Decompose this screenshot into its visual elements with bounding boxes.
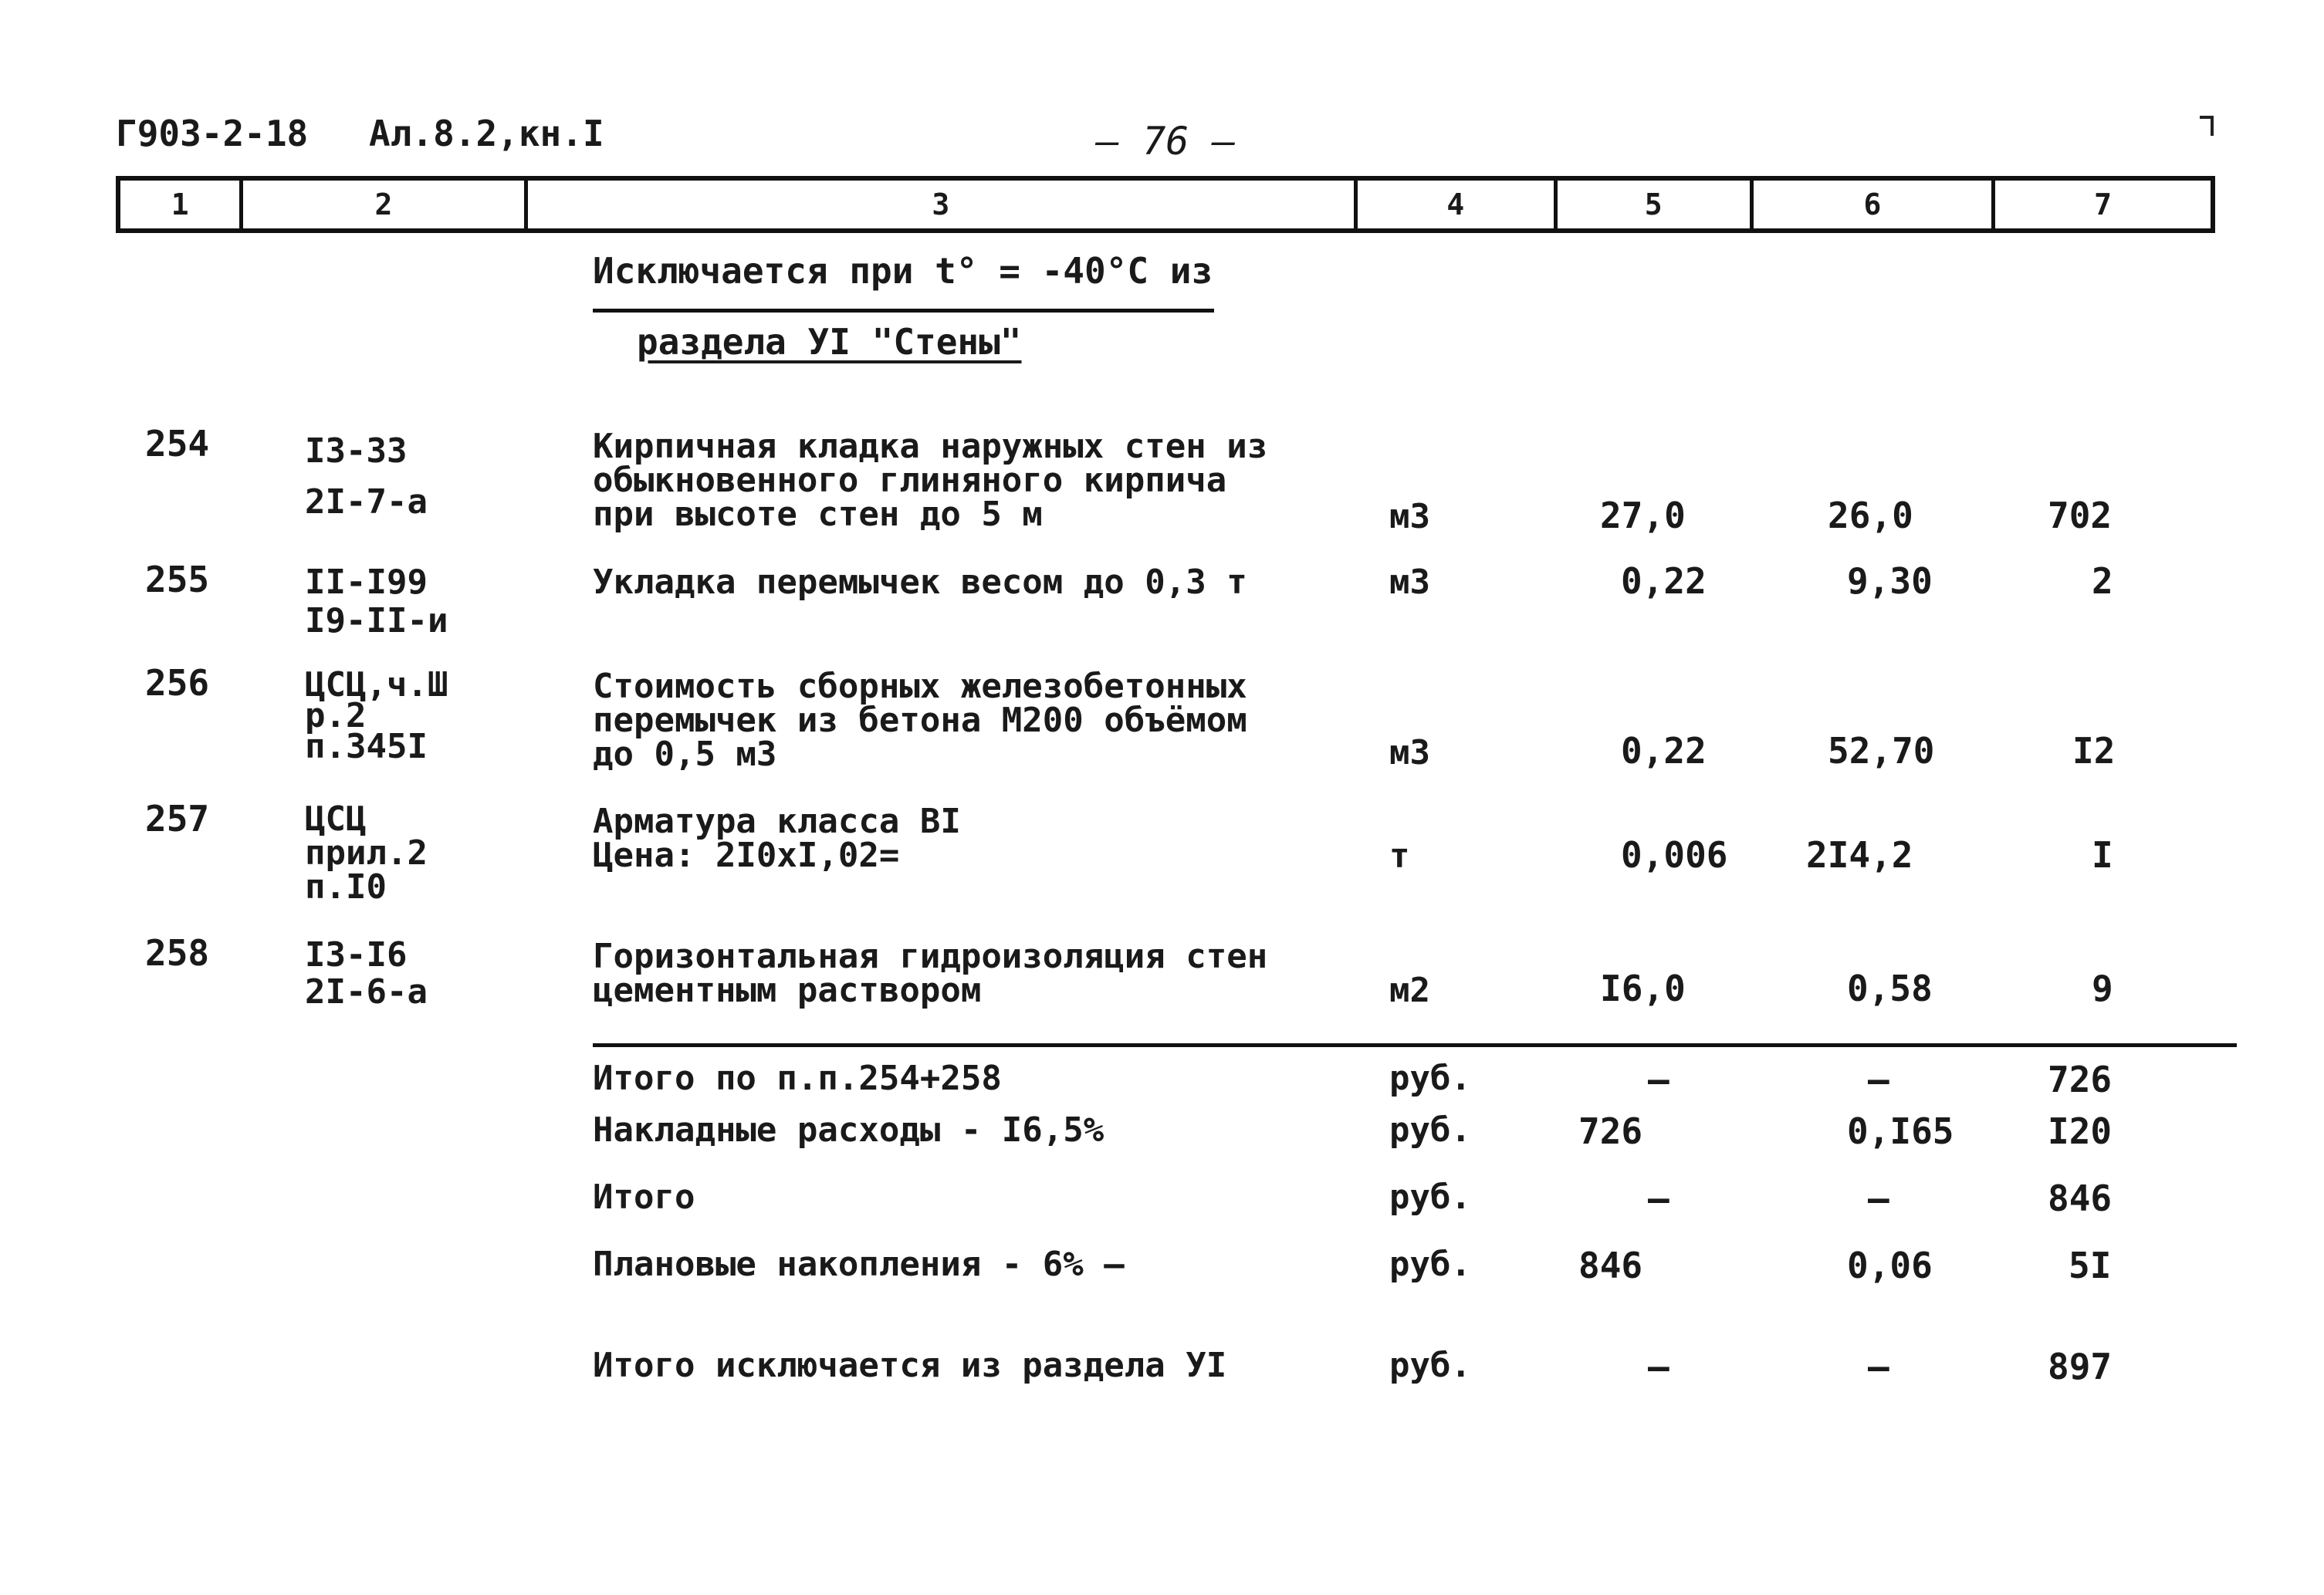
row-256-price: 52,70 [1828, 730, 1935, 772]
row-258-total: 9 [2092, 968, 2113, 1009]
row-257-desc: Арматура класса BI Цена: 2I0хI,02= [593, 802, 961, 875]
row-257-total: I [2092, 834, 2113, 876]
album-ref: Ал.8.2,кн.I [369, 113, 604, 154]
row-254-desc: Кирпичная кладка наружных стен из обыкновенного глиняного кирпича при высоте стен до 5 м [593, 427, 1268, 534]
col-4: 4 [1358, 181, 1558, 228]
row-255-no: 255 [145, 559, 210, 600]
subtotal-row-qty: – [1648, 1178, 1669, 1219]
row-254-qty: 27,0 [1600, 495, 1686, 536]
total-row: Итого по п.п.254+258 [593, 1059, 1002, 1098]
row-258-no: 258 [145, 932, 210, 974]
grand-total-row-price: – [1868, 1346, 1889, 1387]
subtotal-row-total: 846 [2048, 1178, 2113, 1219]
row-257-price: 2I4,2 [1806, 834, 1913, 876]
row-258-code: I3-I6 2I-6-а [305, 935, 428, 1012]
col-3: 3 [528, 181, 1358, 228]
row-258-qty: I6,0 [1600, 968, 1686, 1009]
row-254-price: 26,0 [1828, 495, 1913, 536]
row-255-qty: 0,22 [1621, 560, 1707, 602]
row-258-price: 0,58 [1847, 968, 1933, 1009]
planned-savings-row-price: 0,06 [1847, 1245, 1933, 1286]
subtotal-row-unit: руб. [1389, 1178, 1471, 1217]
row-255-unit: м3 [1389, 563, 1430, 602]
overhead-row-qty: 726 [1578, 1110, 1643, 1152]
planned-savings-row: Плановые накопления - 6% – [593, 1245, 1125, 1284]
row-256-total: I2 [2072, 730, 2116, 772]
section-title-line1: Исключается при t° = -40°С из [593, 250, 1213, 292]
row-255-price: 9,30 [1847, 560, 1933, 602]
col-2: 2 [243, 181, 527, 228]
total-row-unit: руб. [1389, 1059, 1471, 1098]
planned-savings-row-total: 5I [2069, 1245, 2112, 1286]
row-254-no: 254 [145, 423, 210, 465]
planned-savings-row-unit: руб. [1389, 1245, 1471, 1284]
total-row-price: – [1868, 1059, 1889, 1100]
total-row-total: 726 [2048, 1059, 2113, 1100]
doc-code: Г903-2-18 [116, 113, 309, 154]
row-258-unit: м2 [1389, 971, 1430, 1010]
col-7: 7 [2094, 188, 2113, 221]
row-255-total: 2 [2092, 560, 2113, 602]
row-256-desc: Стоимость сборных железобетонных перемычек из бетона М200 объёмом до 0,5 м3 [593, 667, 1247, 774]
section-title-line2: раздела УI "Стены" [637, 321, 1022, 363]
planned-savings-row-qty: 846 [1578, 1245, 1643, 1286]
row-256-code: ЦСЦ,ч.Ш р.2 п.345I [305, 665, 448, 766]
column-header-row [116, 176, 2215, 233]
row-256-unit: м3 [1389, 733, 1430, 772]
row-256-qty: 0,22 [1621, 730, 1707, 772]
row-256-no: 256 [145, 662, 210, 704]
overhead-row-total: I20 [2048, 1110, 2113, 1152]
col-6: 6 [1754, 181, 1996, 228]
grand-total-row-total: 897 [2048, 1346, 2113, 1387]
row-258-desc: Горизонтальная гидроизоляция стен цементным раствором [593, 937, 1268, 1010]
row-257-unit: т [1389, 836, 1410, 876]
grand-total-row: Итого исключается из раздела УI [593, 1346, 1227, 1385]
overhead-row: Накладные расходы - I6,5% [593, 1110, 1104, 1150]
row-257-no: 257 [145, 798, 210, 840]
subtotal-row: Итого [593, 1178, 695, 1217]
row-255-desc: Укладка перемычек весом до 0,3 т [593, 563, 1247, 602]
row-257-qty: 0,006 [1621, 834, 1728, 876]
col-5: 5 [1558, 181, 1754, 228]
subtotal-row-price: – [1868, 1178, 1889, 1219]
corner-mark [2200, 116, 2214, 136]
totals-separator-rule [593, 1043, 2237, 1047]
section-title-rule [593, 309, 1214, 313]
grand-total-row-unit: руб. [1389, 1346, 1471, 1385]
page-number: — 76 — [1096, 119, 1236, 164]
overhead-row-unit: руб. [1389, 1110, 1471, 1150]
row-254-unit: м3 [1389, 497, 1430, 536]
col-1: 1 [120, 181, 243, 228]
row-257-code: ЦСЦ прил.2 п.I0 [305, 799, 428, 907]
grand-total-row-qty: – [1648, 1346, 1669, 1387]
row-254-total: 702 [2048, 495, 2113, 536]
row-254-code: I3-33 2I-7-а [305, 431, 428, 522]
overhead-row-price: 0,I65 [1847, 1110, 1954, 1152]
total-row-qty: – [1648, 1059, 1669, 1100]
row-255-code: II-I99 I9-II-и [305, 563, 448, 640]
